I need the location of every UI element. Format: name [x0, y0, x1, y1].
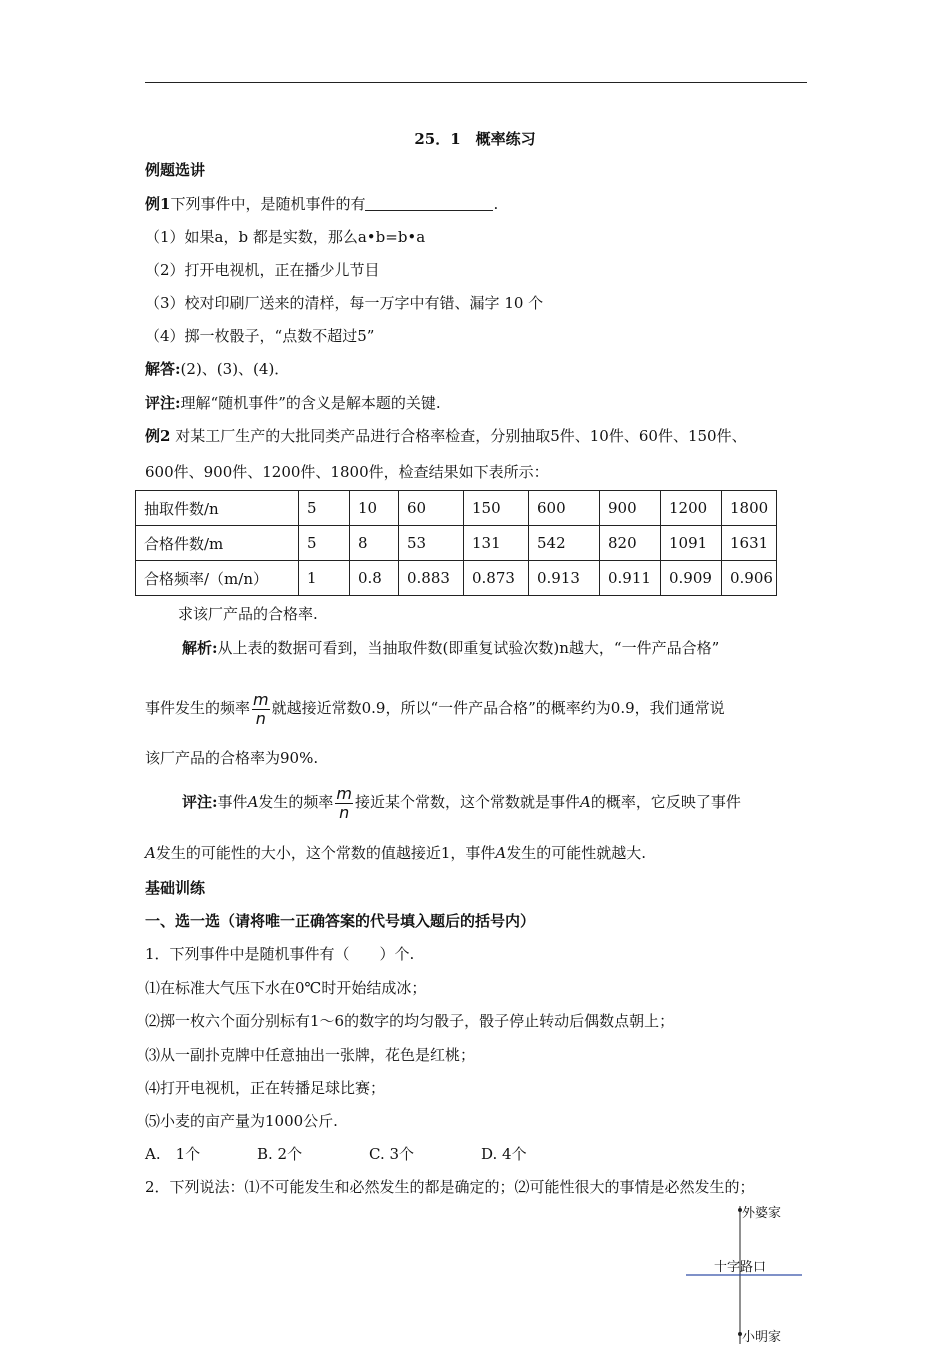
example-1-text: 下列事件中，是随机事件的有 [170, 195, 366, 213]
event-symbol: A [247, 793, 259, 811]
table-cell: 0.913 [529, 561, 600, 596]
analysis-text: 从上表的数据可看到，当抽取件数(即重复试验次数)n越大，“一件产品合格” [217, 639, 720, 657]
table-cell: 0.909 [661, 561, 722, 596]
table-cell: 0.873 [464, 561, 529, 596]
table-cell: 5 [299, 491, 350, 526]
comment-text: 发生的可能性就越大. [506, 844, 647, 862]
section-examples-heading: 例题选讲 [145, 161, 206, 179]
example-1-comment [145, 393, 441, 413]
fraction-numerator: m [336, 783, 353, 803]
example-1-item: （1）如果a，b 都是实数，那么a•b=b•a [145, 228, 426, 246]
table-row [136, 561, 777, 596]
example-2-analysis-end: 该厂产品的合格率为90%. [145, 749, 319, 767]
route-diagram [680, 1200, 810, 1344]
table-cell: 150 [464, 491, 529, 526]
answer-text: (2)、(3)、(4)． [180, 360, 290, 378]
comment-text: 发生的频率 [258, 793, 334, 811]
fraction-denominator: n [255, 708, 266, 728]
fraction-numerator: m [253, 689, 269, 709]
table-cell: 900 [600, 491, 661, 526]
comment-text: 的概率，它反映了事件 [590, 793, 741, 811]
table-cell: 53 [399, 526, 464, 561]
table-cell: 542 [529, 526, 600, 561]
table-cell: 合格频率/（m/n） [136, 561, 299, 596]
example-1-item: （2）打开电视机，正在播少儿节目 [145, 261, 380, 279]
example-2-stem [145, 426, 747, 446]
example-2-comment [182, 782, 741, 822]
table-cell: 820 [600, 526, 661, 561]
example-1-item: （4）掷一枚骰子，“点数不超过5” [145, 327, 375, 345]
inspection-table [135, 490, 777, 596]
example-1-end: . [493, 195, 499, 213]
table-cell: 5 [299, 526, 350, 561]
question-1-item: ⑴在标准大气压下水在0℃时开始结成冰； [145, 979, 427, 997]
table-cell: 0.883 [399, 561, 464, 596]
table-cell: 1631 [722, 526, 777, 561]
table-cell: 1800 [722, 491, 777, 526]
grandma-home-label: 外婆家 [742, 1206, 782, 1221]
example-2-analysis [182, 638, 719, 658]
comment-text: 发生的可能性的大小，这个常数的值越接近1，事件 [155, 844, 496, 862]
table-cell: 1091 [661, 526, 722, 561]
example-1-answer [145, 359, 289, 379]
table-cell: 10 [350, 491, 399, 526]
example-2-stem-cont: 600件、900件、1200件、1800件，检查结果如下表所示： [145, 463, 549, 481]
question-1-item: ⑷打开电视机，正在转播足球比赛； [145, 1079, 386, 1097]
analysis-label: 解析: [182, 639, 218, 657]
answer-label: 解答: [145, 360, 181, 378]
analysis-text: 就越接近常数0.9，所以“一件产品合格”的概率约为0.9，我们通常说 [271, 699, 725, 717]
example-2-text: 对某工厂生产的大批同类产品进行合格率检查，分别抽取5件、10件、60件、150件、 [175, 427, 747, 445]
comment-text: 事件 [217, 793, 248, 811]
crossroad-label: 十字路口 [714, 1260, 767, 1275]
part-1-heading: 一、选一选（请将唯一正确答案的代号填入题后的括号内） [145, 912, 536, 930]
question-1-item: ⑵掷一枚六个面分别标有1～6的数字的均匀骰子，骰子停止转动后偶数点朝上； [145, 1012, 675, 1030]
example-2-comment-cont [145, 843, 646, 863]
example-2-question: 求该厂产品的合格率. [178, 605, 318, 623]
section-basic-heading: 基础训练 [145, 879, 206, 897]
table-cell: 1200 [661, 491, 722, 526]
option-b: B. 2个 [257, 1145, 303, 1163]
question-2-stem: 2．下列说法：⑴不可能发生和必然发生的都是确定的；⑵可能性很大的事情是必然发生的； [145, 1178, 755, 1196]
comment-label: 评注: [145, 394, 181, 412]
fraction-denominator: n [339, 802, 350, 822]
question-1-options [145, 1144, 527, 1164]
question-1-item: ⑶从一副扑克牌中任意抽出一张牌，花色是红桃； [145, 1046, 476, 1064]
comment-label: 评注: [182, 793, 218, 811]
table-cell: 131 [464, 526, 529, 561]
table-cell: 0.911 [600, 561, 661, 596]
example-1-item: （3）校对印刷厂送来的清样，每一万字中有错、漏字 10 个 [145, 294, 544, 312]
comment-text: 理解“随机事件”的含义是解本题的关键. [180, 394, 441, 412]
xiaoming-home-label: 小明家 [742, 1330, 782, 1345]
table-row [136, 526, 777, 561]
fraction-m-over-n [335, 785, 353, 822]
header-rule [145, 82, 807, 83]
table-cell: 60 [399, 491, 464, 526]
option-a: A. 1个 [145, 1145, 201, 1163]
question-1-item: ⑸小麦的亩产量为1000公斤. [145, 1112, 338, 1130]
comment-text: 接近某个常数，这个常数就是事件 [355, 793, 581, 811]
example-1-stem [145, 194, 498, 214]
event-symbol: A [145, 844, 156, 862]
analysis-text: 事件发生的频率 [145, 699, 251, 717]
example-1-label: 例1 [145, 195, 171, 213]
event-symbol: A [495, 844, 507, 862]
table-cell: 0.906 [722, 561, 777, 596]
table-cell: 抽取件数/n [136, 491, 299, 526]
option-d: D. 4个 [481, 1145, 527, 1163]
table-cell: 600 [529, 491, 600, 526]
example-2-label: 例2 [145, 427, 171, 445]
table-cell: 合格件数/m [136, 526, 299, 561]
question-1-stem: 1．下列事件中是随机事件有（ ）个. [145, 945, 415, 963]
page-title: 25．1 概率练习 [414, 130, 536, 148]
example-2-analysis-cont [145, 688, 725, 728]
table-row [136, 491, 777, 526]
table-cell: 8 [350, 526, 399, 561]
table-cell: 0.8 [350, 561, 399, 596]
fraction-m-over-n [252, 691, 270, 728]
answer-blank [365, 196, 493, 211]
event-symbol: A [580, 793, 591, 811]
option-c: C. 3个 [369, 1145, 415, 1163]
table-cell: 1 [299, 561, 350, 596]
